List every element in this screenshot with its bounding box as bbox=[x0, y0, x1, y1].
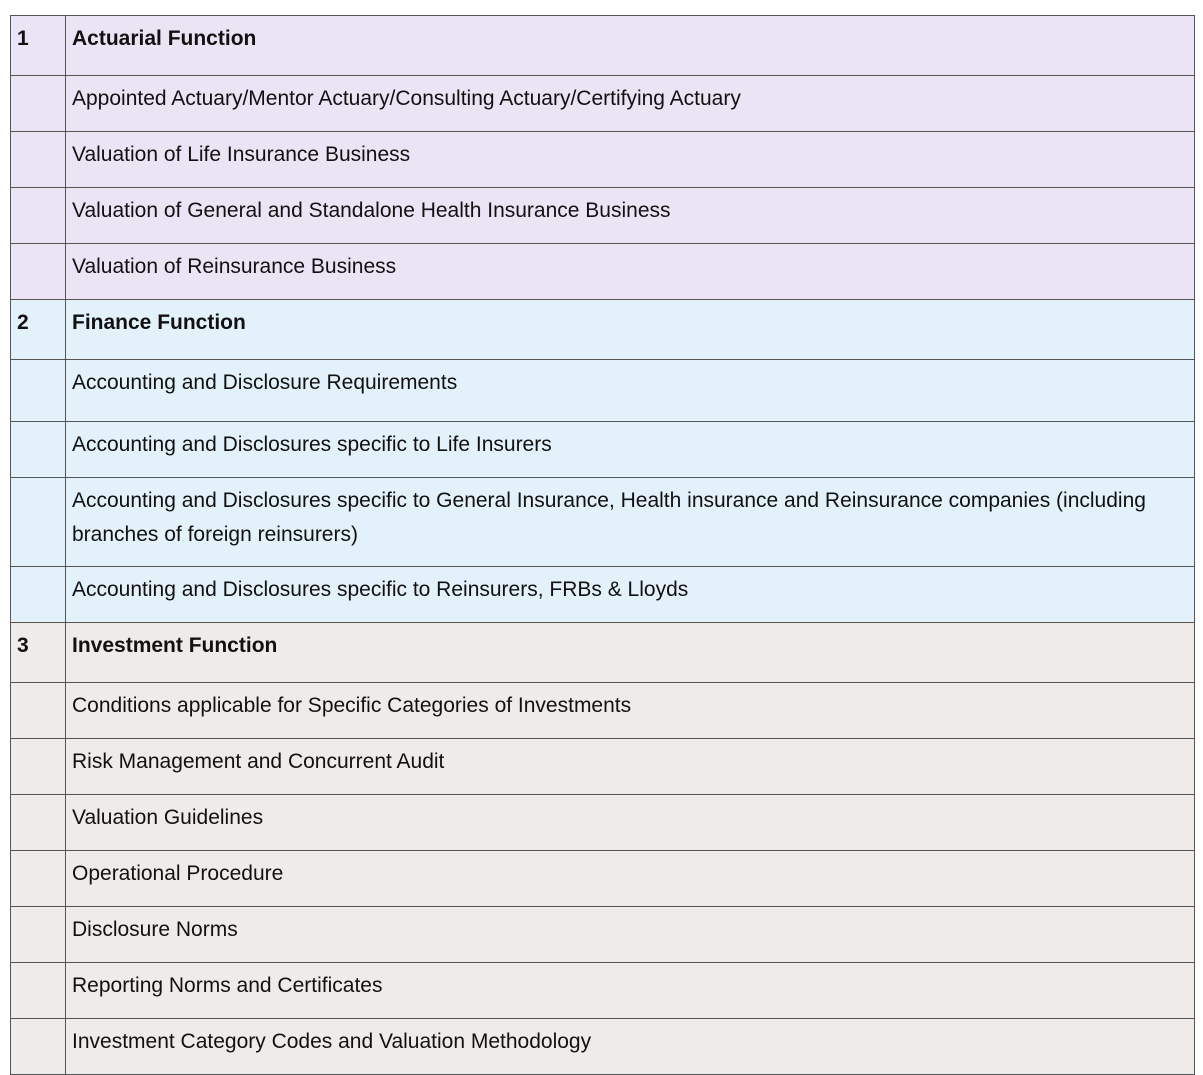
empty-cell bbox=[11, 422, 66, 478]
table-row bbox=[11, 907, 1195, 963]
section-number: 2 bbox=[11, 300, 66, 360]
empty-cell bbox=[11, 188, 66, 244]
item-text: Accounting and Disclosures specific to Life Insurers bbox=[66, 422, 1195, 478]
empty-cell bbox=[11, 851, 66, 907]
item-text: Accounting and Disclosure Requirements bbox=[66, 360, 1195, 422]
item-text: Investment Category Codes and Valuation Methodology bbox=[66, 1019, 1195, 1075]
table-row bbox=[11, 851, 1195, 907]
empty-cell bbox=[11, 478, 66, 567]
empty-cell bbox=[11, 1019, 66, 1075]
item-text: Valuation of General and Standalone Health Insurance Business bbox=[66, 188, 1195, 244]
table-row bbox=[11, 567, 1195, 623]
table-row bbox=[11, 76, 1195, 132]
section-header-actuarial bbox=[11, 16, 1195, 76]
empty-cell bbox=[11, 683, 66, 739]
table-row bbox=[11, 244, 1195, 300]
empty-cell bbox=[11, 907, 66, 963]
item-text: Accounting and Disclosures specific to General Insurance, Health insurance and Reinsurance companies (including branches of foreign reinsurers) bbox=[66, 478, 1195, 567]
section-header-investment bbox=[11, 623, 1195, 683]
item-text: Operational Procedure bbox=[66, 851, 1195, 907]
empty-cell bbox=[11, 739, 66, 795]
section-title: Investment Function bbox=[66, 623, 1195, 683]
item-text: Risk Management and Concurrent Audit bbox=[66, 739, 1195, 795]
item-text: Appointed Actuary/Mentor Actuary/Consulting Actuary/Certifying Actuary bbox=[66, 76, 1195, 132]
table-row bbox=[11, 795, 1195, 851]
table-row bbox=[11, 963, 1195, 1019]
item-text: Accounting and Disclosures specific to Reinsurers, FRBs & Lloyds bbox=[66, 567, 1195, 623]
table-row bbox=[11, 360, 1195, 422]
empty-cell bbox=[11, 963, 66, 1019]
item-text: Valuation of Life Insurance Business bbox=[66, 132, 1195, 188]
table-row bbox=[11, 422, 1195, 478]
item-text: Valuation Guidelines bbox=[66, 795, 1195, 851]
empty-cell bbox=[11, 244, 66, 300]
functions-table bbox=[10, 15, 1195, 1075]
section-header-finance bbox=[11, 300, 1195, 360]
section-number: 1 bbox=[11, 16, 66, 76]
table-row bbox=[11, 739, 1195, 795]
section-title: Actuarial Function bbox=[66, 16, 1195, 76]
table-row bbox=[11, 478, 1195, 567]
item-text: Disclosure Norms bbox=[66, 907, 1195, 963]
empty-cell bbox=[11, 795, 66, 851]
section-title: Finance Function bbox=[66, 300, 1195, 360]
table-row bbox=[11, 132, 1195, 188]
item-text: Conditions applicable for Specific Categories of Investments bbox=[66, 683, 1195, 739]
table-row bbox=[11, 188, 1195, 244]
empty-cell bbox=[11, 567, 66, 623]
table-row bbox=[11, 1019, 1195, 1075]
section-number: 3 bbox=[11, 623, 66, 683]
empty-cell bbox=[11, 132, 66, 188]
empty-cell bbox=[11, 76, 66, 132]
table-row bbox=[11, 683, 1195, 739]
item-text: Valuation of Reinsurance Business bbox=[66, 244, 1195, 300]
empty-cell bbox=[11, 360, 66, 422]
item-text: Reporting Norms and Certificates bbox=[66, 963, 1195, 1019]
